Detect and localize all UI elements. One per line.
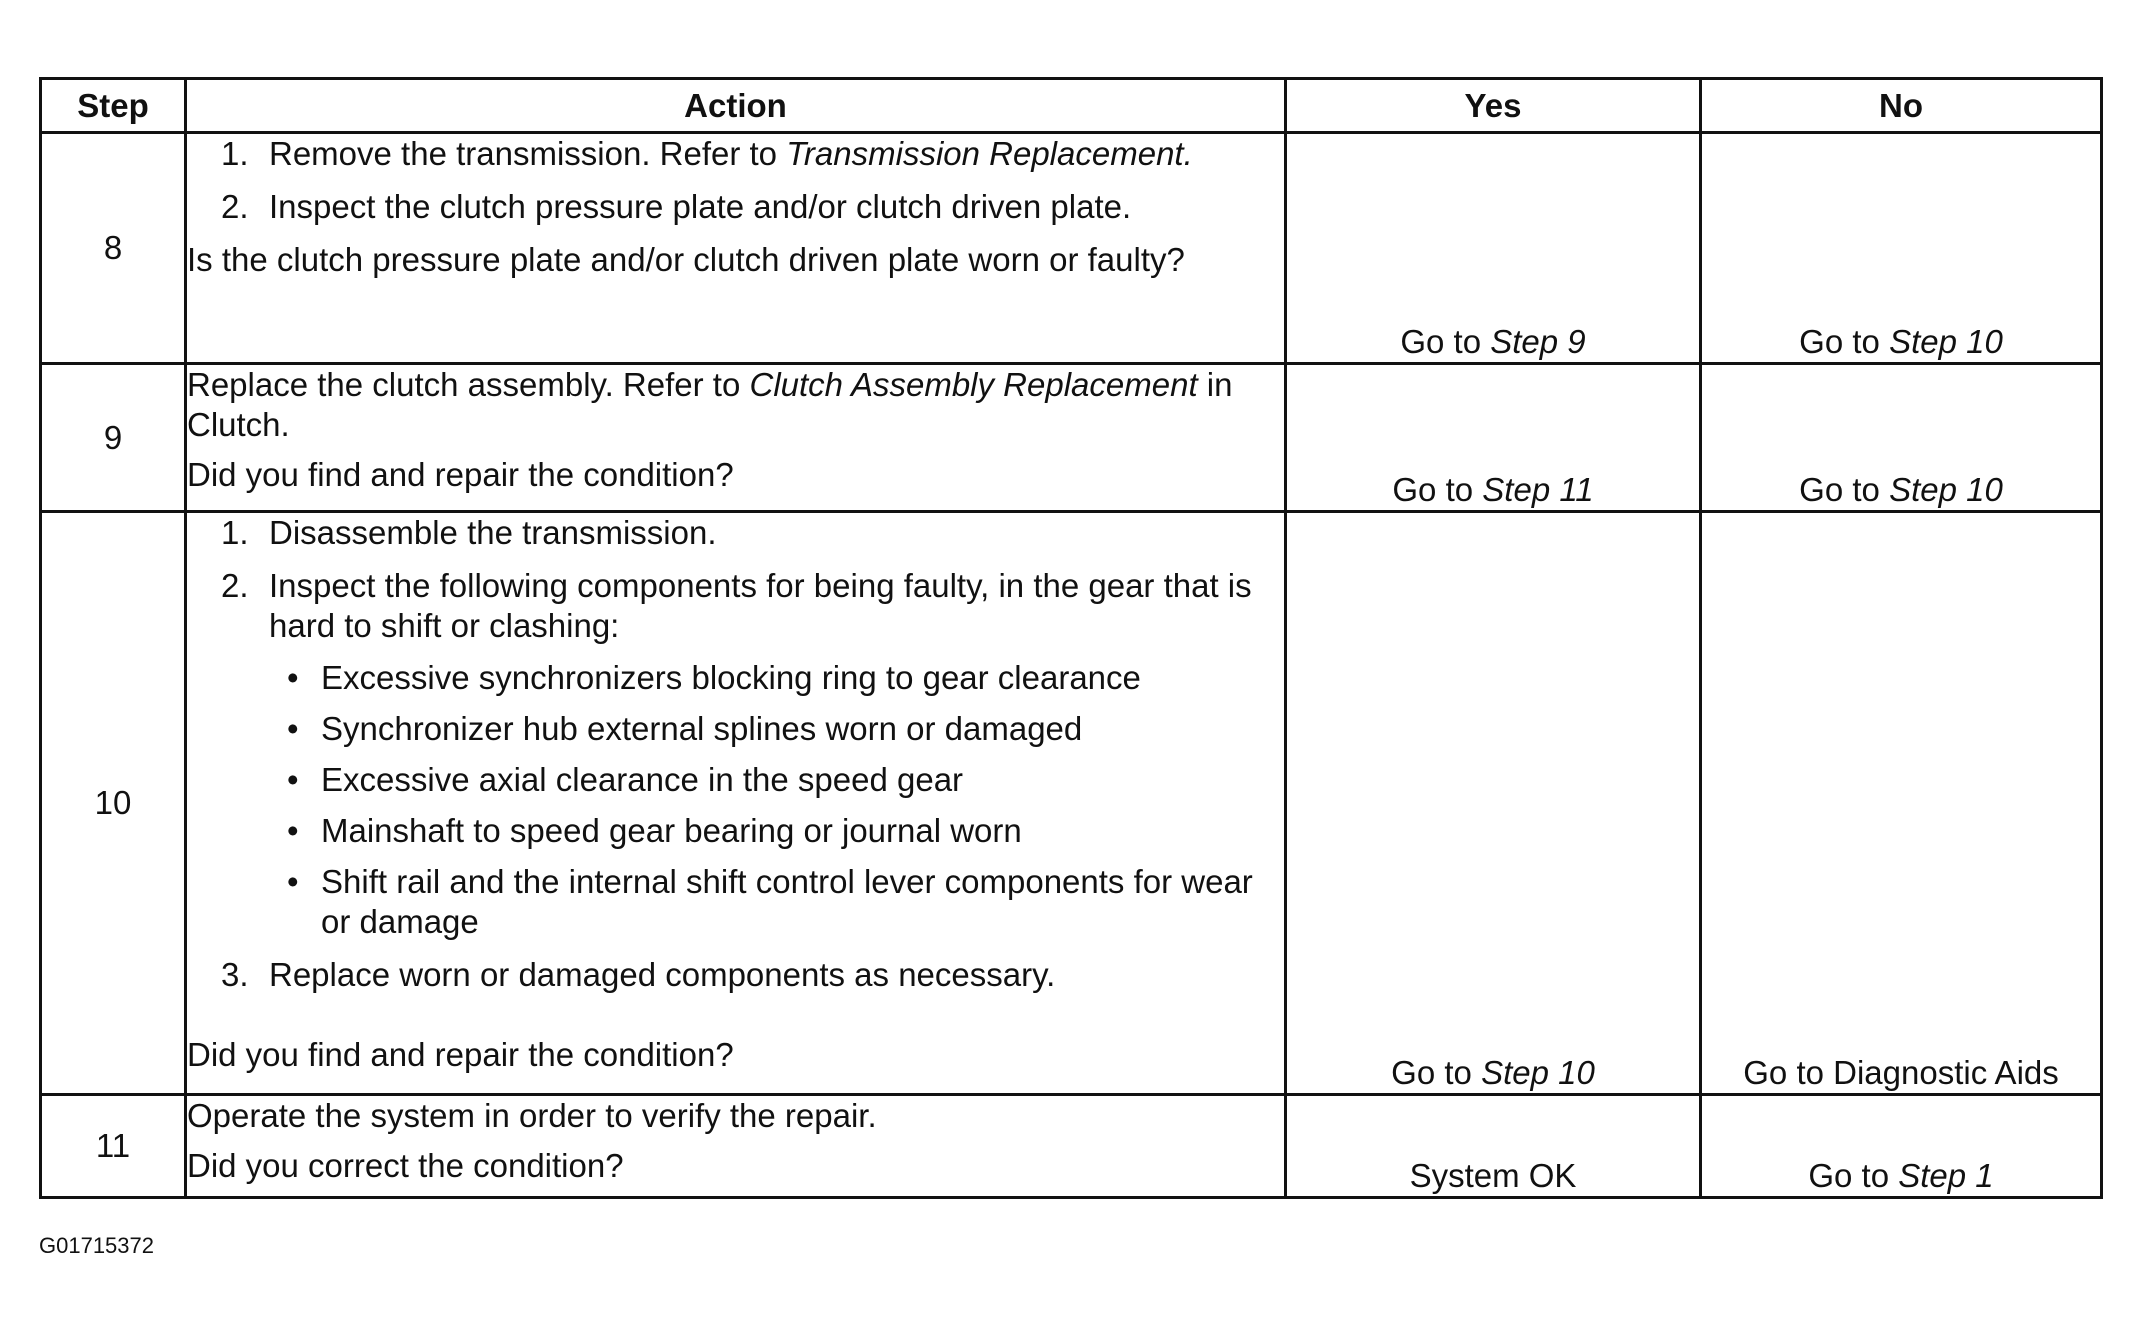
reference-link[interactable]: Transmission Replacement.: [786, 135, 1193, 172]
bullet-icon: •: [287, 710, 299, 747]
yes-text: Go to: [1391, 1054, 1482, 1091]
step-number: 11: [41, 1095, 186, 1198]
table-row: [41, 512, 2102, 1095]
no-cell: [1701, 512, 2102, 1095]
bullet-text: Excessive synchronizers blocking ring to gear clearance: [321, 659, 1141, 696]
action-question: Did you correct the condition?: [187, 1147, 624, 1184]
action-step-item: [187, 566, 1284, 942]
action-instruction: [187, 365, 1284, 445]
bullet-text: Synchronizer hub external splines worn or damaged: [321, 710, 1083, 747]
action-steps: [187, 513, 1284, 995]
action-cell: [186, 133, 1286, 364]
step-number: 9: [41, 364, 186, 512]
bullet-item: [269, 658, 1284, 698]
diagnostic-table: [39, 77, 2103, 1199]
no-text: Go to: [1799, 471, 1890, 508]
action-question: Is the clutch pressure plate and/or clutch driven plate worn or faulty?: [187, 241, 1185, 278]
header-step: Step: [41, 79, 186, 133]
instruction-suffix: in Clutch.: [187, 366, 1233, 443]
table-row: [41, 133, 2102, 364]
action-cell: [186, 1095, 1286, 1198]
step-item-text: Disassemble the transmission.: [269, 514, 717, 551]
bullet-text: Shift rail and the internal shift control lever components for wear or damage: [321, 863, 1253, 940]
step-item-number: 1.: [221, 514, 249, 551]
bullet-item: [269, 862, 1284, 942]
step-item-text: Replace worn or damaged components as necessary.: [269, 956, 1056, 993]
no-step-link[interactable]: Step 10: [1889, 471, 2003, 508]
no-cell: [1701, 133, 2102, 364]
no-cell: [1701, 364, 2102, 512]
step-item-text: Inspect the clutch pressure plate and/or clutch driven plate.: [269, 188, 1132, 225]
action-question: Did you find and repair the condition?: [187, 456, 734, 493]
bullet-icon: •: [287, 761, 299, 798]
yes-cell: [1286, 1095, 1701, 1198]
yes-cell: [1286, 512, 1701, 1095]
header-yes: Yes: [1286, 79, 1701, 133]
yes-text: Go to: [1392, 471, 1483, 508]
component-bullets: [269, 658, 1284, 942]
action-cell: [186, 364, 1286, 512]
step-item-text: Remove the transmission. Refer to: [269, 135, 787, 172]
bullet-icon: •: [287, 659, 299, 696]
table-row: [41, 1095, 2102, 1198]
header-no: No: [1701, 79, 2102, 133]
no-text: Go to: [1799, 323, 1890, 360]
bullet-item: [269, 709, 1284, 749]
action-step-item: [187, 513, 1284, 553]
yes-step-link[interactable]: Step 10: [1481, 1054, 1595, 1091]
header-row: [41, 79, 2102, 133]
yes-step-link[interactable]: Step 11: [1482, 471, 1594, 508]
yes-text: System OK: [1409, 1157, 1577, 1194]
step-item-text: Inspect the following components for being faulty, in the gear that is hard to shift or clashing:: [269, 567, 1252, 644]
no-cell: [1701, 1095, 2102, 1198]
no-text: Go to: [1808, 1157, 1899, 1194]
bullet-text: Mainshaft to speed gear bearing or journal worn: [321, 812, 1022, 849]
no-step-link[interactable]: Step 1: [1898, 1157, 1994, 1194]
yes-cell: [1286, 364, 1701, 512]
action-step-item: [187, 134, 1284, 174]
no-text[interactable]: Go to Diagnostic Aids: [1743, 1054, 2059, 1091]
action-steps: [187, 134, 1284, 227]
bullet-icon: •: [287, 812, 299, 849]
yes-cell: [1286, 133, 1701, 364]
step-item-number: 2.: [221, 567, 249, 604]
bullet-icon: •: [287, 863, 299, 900]
action-question: Did you find and repair the condition?: [187, 1036, 734, 1073]
bullet-item: [269, 760, 1284, 800]
figure-code: G01715372: [39, 1233, 154, 1258]
step-item-number: 1.: [221, 135, 249, 172]
step-number: 10: [41, 512, 186, 1095]
no-step-link[interactable]: Step 10: [1889, 323, 2003, 360]
yes-step-link[interactable]: Step 9: [1490, 323, 1586, 360]
header-action: Action: [186, 79, 1286, 133]
step-item-number: 2.: [221, 188, 249, 225]
action-instruction: Operate the system in order to verify the repair.: [187, 1097, 877, 1134]
bullet-item: [269, 811, 1284, 851]
action-step-item: [187, 955, 1284, 995]
bullet-text: Excessive axial clearance in the speed gear: [321, 761, 964, 798]
instruction-text: Replace the clutch assembly. Refer to: [187, 366, 750, 403]
table-row: [41, 364, 2102, 512]
step-item-number: 3.: [221, 956, 249, 993]
step-number: 8: [41, 133, 186, 364]
action-step-item: [187, 187, 1284, 227]
yes-text: Go to: [1400, 323, 1491, 360]
reference-link[interactable]: Clutch Assembly Replacement: [749, 366, 1198, 403]
action-cell: [186, 512, 1286, 1095]
